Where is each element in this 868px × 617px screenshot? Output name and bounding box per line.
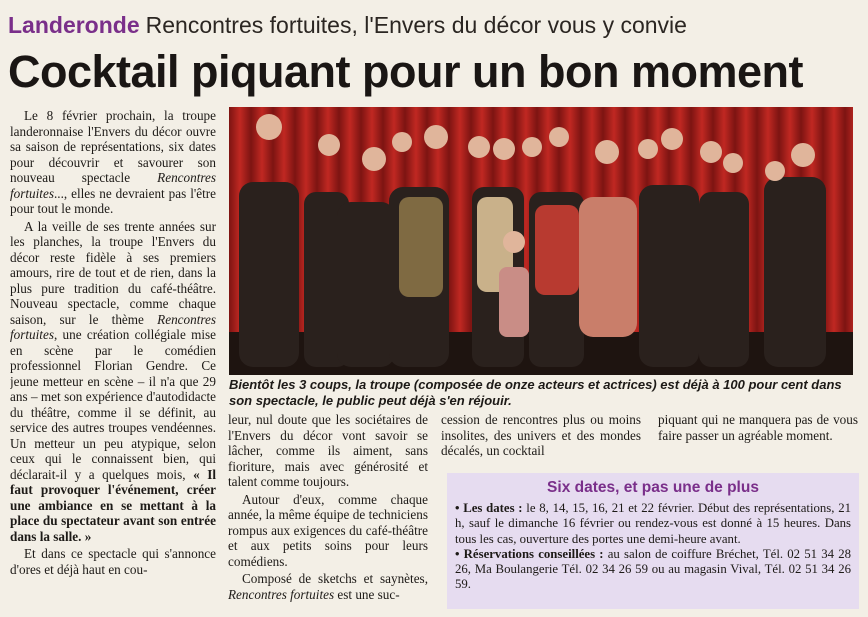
show-title: Rencontres fortuites <box>228 586 335 602</box>
text: A la veille de ses trente années sur les planches, la troupe l'Envers du décor reste fidèle à ses premiers amours, rire de tout et de rien, dans la plus pure tradition du café-théâtre. Nouveau spectacle, comme chaque saison, sur le thème <box>10 218 216 327</box>
text: Composé de sketchs et saynètes, <box>242 571 428 586</box>
quote: « Il faut provoquer l'événement, créer une ambiance en se mettant à la place du spectateur avant son entrée dans la salle. » <box>10 466 216 544</box>
dates-label: Les dates : <box>463 501 523 515</box>
show-title: Rencontres fortuites <box>10 170 216 201</box>
kicker-place: Landeronde <box>8 12 140 38</box>
text: , une création collégiale mise en scène par le comédien professionnel Florian Gendre. Ce jeune metteur en scène – il n'a que 29 ans – met son expérience d'autodidacte du théâtre, comme il se définit, au service des autres troupes vendéennes. Un metteur un peu atypique, selon ceux qui le connaissent bien, qui déclarait-il y a quelques mois, <box>10 327 216 482</box>
article-column-3 <box>441 412 641 468</box>
paragraph: Autour d'eux, comme chaque année, la même équipe de techniciens rompus aux exigences du café-théâtre et aux petits soins pour leurs comédiens. <box>228 491 428 569</box>
info-box <box>447 473 859 609</box>
info-reservations <box>455 547 851 593</box>
text: ..., elles ne devraient pas l'être pour tout le monde. <box>10 185 216 216</box>
reservations-label: Réservations conseillées : <box>463 546 604 561</box>
paragraph <box>10 108 216 217</box>
bullet-icon: • <box>455 546 464 561</box>
text: Le 8 février prochain, la troupe landeronnaise l'Envers du décor ouvre sa saison de représentations, six dates pour découvrir et savourer son nouveau spectacle <box>10 108 216 185</box>
info-box-title: Six dates, et pas une de plus <box>547 479 759 496</box>
paragraph: piquant qui ne manquera pas de vous faire passer un agréable moment. <box>658 412 858 443</box>
reservations-text: au salon de coiffure Bréchet, Tél. 02 51 34 28 26, Ma Boulangerie Tél. 02 34 26 59 ou au magasin Vival, Tél. 02 51 34 26 59. <box>455 546 851 592</box>
article-column-4 <box>658 412 858 468</box>
paragraph <box>10 546 216 577</box>
kicker-subtitle: Rencontres fortuites, l'Envers du décor vous y convie <box>145 12 687 38</box>
show-title: Rencontres fortuites <box>10 311 216 342</box>
text: est une suc- <box>334 586 400 602</box>
bullet-icon: • <box>455 501 464 515</box>
info-dates <box>455 501 851 547</box>
article-column-2 <box>228 412 428 612</box>
text: Et dans ce spectacle qui s'annonce d'ores et déjà haut en cou- <box>10 546 216 577</box>
troupe-photo <box>229 107 853 375</box>
paragraph <box>228 571 428 602</box>
headline: Cocktail piquant pour un bon moment <box>8 46 803 97</box>
paragraph: cession de rencontres plus ou moins insolites, des univers et des mondes décalés, un cocktail <box>441 412 641 458</box>
paragraph: leur, nul doute que les sociétaires de l'Envers du décor vont savoir se lâcher, comme ils aiment, sans fioriture, mais avec générosité et talent comme toujours. <box>228 412 428 489</box>
dates-text: le 8, 14, 15, 16, 21 et 22 février. Début des représentations, 21 h, sauf le dimanche 16 février ou rendez-vous est donné à 15 heures. Dans tous les cas, ouverture des portes une demi-heure avant. <box>455 501 852 546</box>
photo-caption: Bientôt les 3 coups, la troupe (composée de onze acteurs et actrices) est déjà à 100 pour cent dans son spectacle, le public peut déjà s'en réjouir. <box>229 377 842 408</box>
troupe-photo-illustration <box>229 107 853 375</box>
paragraph <box>10 219 216 545</box>
article-column-1 <box>10 108 216 608</box>
kicker <box>8 8 858 42</box>
